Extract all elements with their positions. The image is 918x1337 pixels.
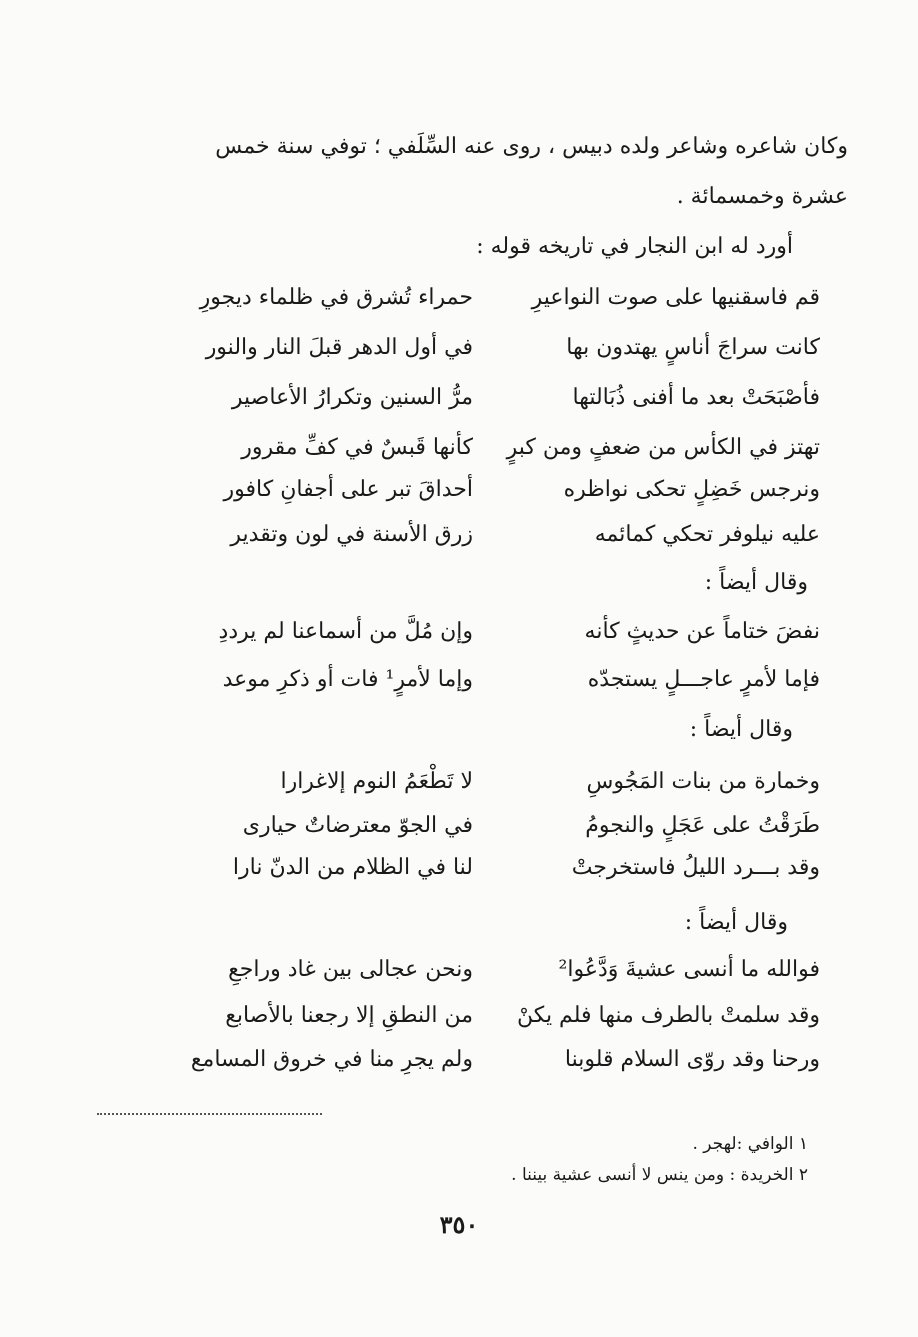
first-hemistich: فوالله ما أنسى عشيةَ وَدَّعُوا² xyxy=(558,957,820,982)
verse-line xyxy=(0,278,918,330)
page-number: ٣٥٠ xyxy=(439,1210,479,1239)
intro-line-2: عشرة وخمسمائة . xyxy=(676,184,848,209)
section-heading: وقال أيضاً : xyxy=(684,910,788,935)
second-hemistich: لا تَطْعَمُ النوم إلاغرارا xyxy=(280,769,473,794)
second-hemistich: أحداقَ تبر على أجفانِ كافور xyxy=(223,477,473,502)
verse-line xyxy=(0,378,918,430)
second-hemistich: في أول الدهر قبلَ النار والنور xyxy=(205,335,473,360)
first-hemistich: تهتز في الكأس من ضعفٍ ومن كبرٍ xyxy=(506,435,820,460)
section-heading: وقال أيضاً : xyxy=(689,717,793,742)
second-hemistich: حمراء تُشرق في ظلماء ديجورِ xyxy=(199,285,473,310)
footnote-1: ١ الوافي :لهجر . xyxy=(692,1134,808,1154)
first-hemistich: فأصْبَحَتْ بعد ما أفنى ذُبَالتها xyxy=(572,385,820,410)
first-hemistich: ونرجس خَضِلٍ تحكى نواظره xyxy=(563,477,820,502)
verse-line xyxy=(0,612,918,664)
second-hemistich: في الجوّ معترضاتٌ حيارى xyxy=(242,813,473,838)
first-hemistich: عليه نيلوفر تحكي كمائمه xyxy=(594,522,820,547)
verse-line xyxy=(0,950,918,1002)
verse-line xyxy=(0,1040,918,1092)
verse-line xyxy=(0,515,918,567)
first-hemistich: طَرَقْتُ على عَجَلٍ والنجومُ xyxy=(585,813,820,838)
verse-line xyxy=(0,848,918,900)
first-hemistich: ورحنا وقد روّى السلام قلوبنا xyxy=(564,1047,820,1072)
first-hemistich: نفضَ ختاماً عن حديثٍ كأنه xyxy=(584,619,820,644)
first-hemistich: وقد سلمتْ بالطرف منها فلم يكنْ xyxy=(517,1003,820,1028)
second-hemistich: زرق الأسنة في لون وتقدير xyxy=(230,522,473,547)
verse-line xyxy=(0,660,918,712)
second-hemistich: لنا في الظلام من الدنّ نارا xyxy=(232,855,473,880)
second-hemistich: وإن مُلَّ من أسماعنا لم يرددِ xyxy=(218,619,473,644)
section-heading: أورد له ابن النجار في تاريخه قوله : xyxy=(476,234,793,259)
second-hemistich: ونحن عجالى بين غاد وراجعِ xyxy=(228,957,473,982)
section-heading: وقال أيضاً : xyxy=(704,570,808,595)
intro-line-1: وكان شاعره وشاعر ولده دبيس ، روى عنه السِّلَفي ؛ توفي سنة خمس xyxy=(215,134,848,159)
footnote-2: ٢ الخريدة : ومن ينس لا أنسى عشية بيننا . xyxy=(511,1165,808,1185)
second-hemistich: مرُّ السنين وتكرارُ الأعاصير xyxy=(231,385,473,410)
second-hemistich: كأنها قَبسٌ في كفِّ مقرور xyxy=(241,435,473,460)
first-hemistich: فإما لأمرٍ عاجـــلٍ يستجدّه xyxy=(587,667,820,692)
verse-line xyxy=(0,328,918,380)
first-hemistich: كانت سراجَ أناسٍ يهتدون بها xyxy=(566,335,820,360)
second-hemistich: ولم يجرِ منا في خروق المسامع xyxy=(190,1047,473,1072)
second-hemistich: من النطقِ إلا رجعنا بالأصابع xyxy=(225,1003,473,1028)
first-hemistich: قم فاسقنيها على صوت النواعيرِ xyxy=(531,285,820,310)
footnote-separator xyxy=(97,1113,322,1115)
first-hemistich: وخمارة من بنات المَجُوسِ xyxy=(586,769,820,794)
first-hemistich: وقد بـــرد الليلُ فاستخرجتْ xyxy=(571,855,820,880)
second-hemistich: وإما لأمرٍ¹ فات أو ذكرِ موعد xyxy=(222,667,473,692)
